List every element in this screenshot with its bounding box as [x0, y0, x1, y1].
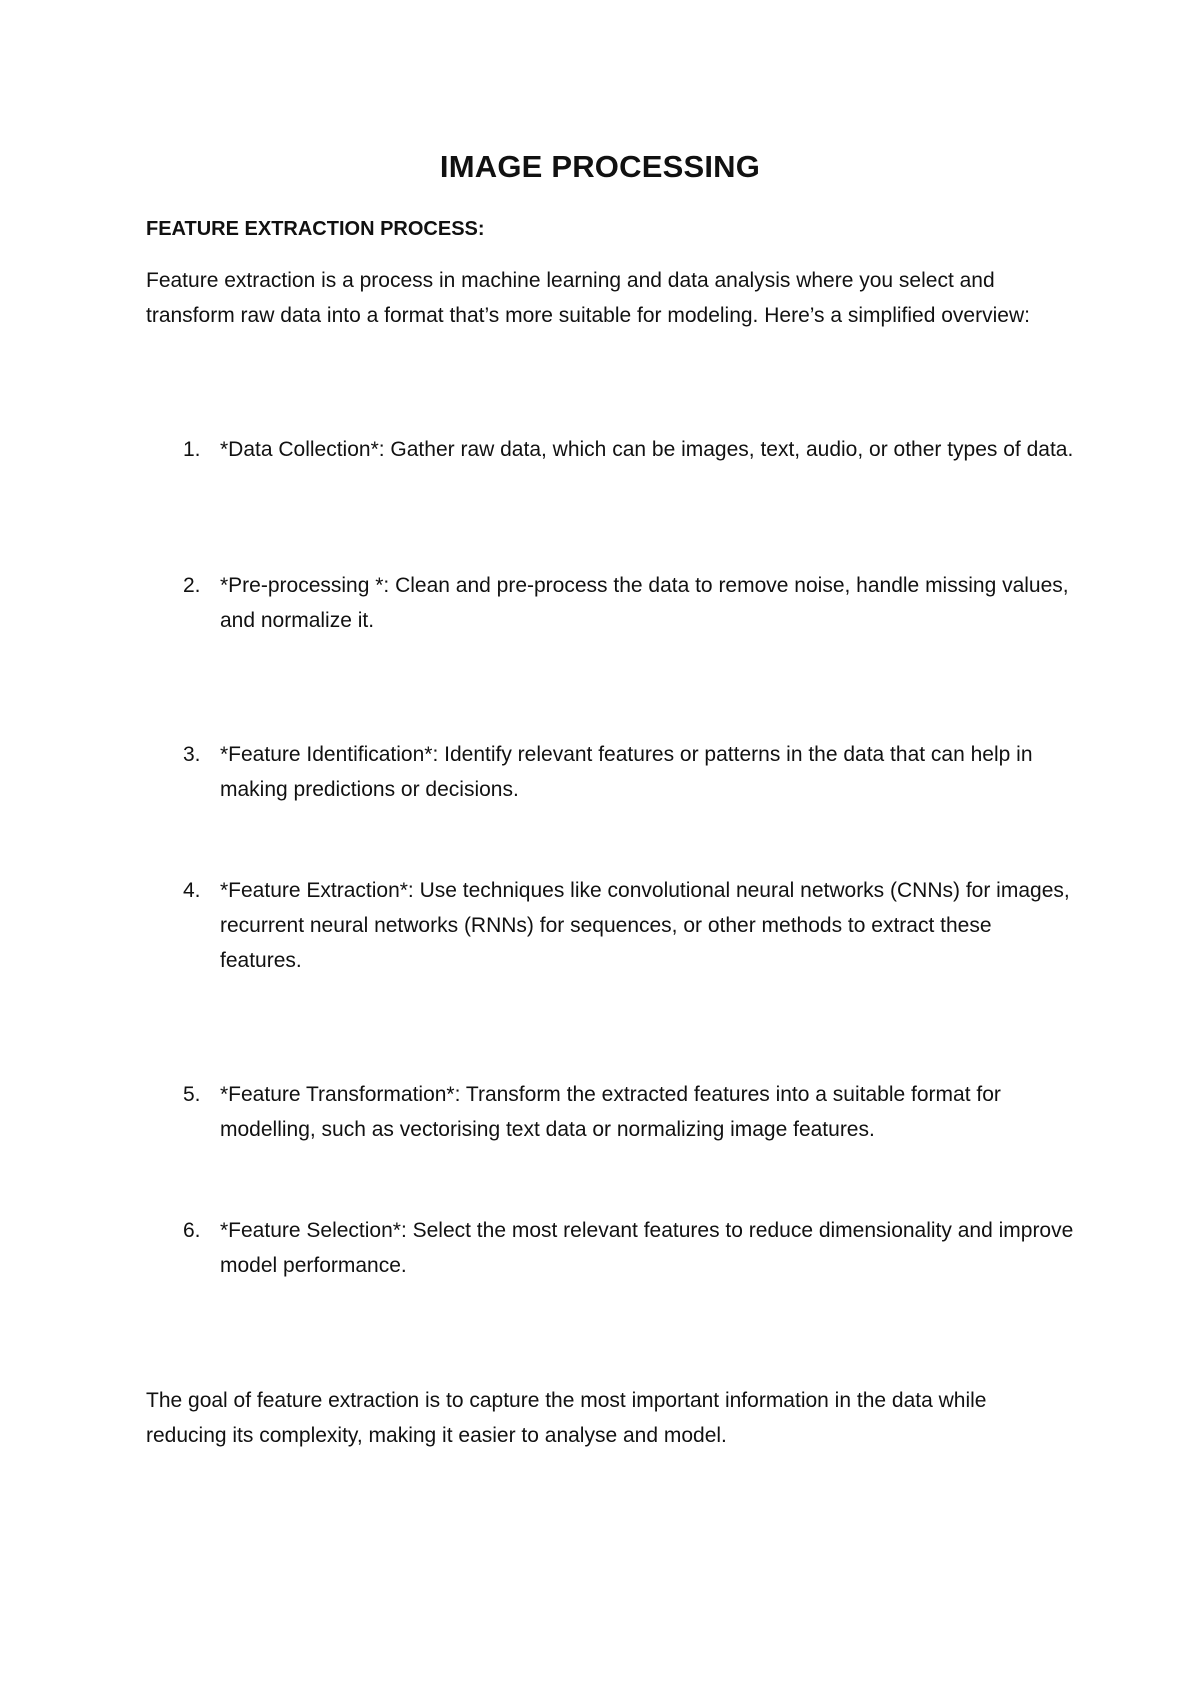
list-item-text: *Feature Selection*: Select the most relevant features to reduce dimensionality and improve model performance.: [220, 1219, 1074, 1277]
intro-paragraph: Feature extraction is a process in machine learning and data analysis where you select and transform raw data into a format that’s more suitable for modeling. Here’s a simplified overview:: [146, 269, 1030, 327]
list-item-number: 6.: [183, 1219, 201, 1242]
list-item-number: 1.: [183, 438, 201, 461]
list-item-text: *Pre-processing *: Clean and pre-process the data to remove noise, handle missing values, and normalize it.: [220, 574, 1069, 632]
document-title: IMAGE PROCESSING: [439, 149, 761, 184]
list-item-number: 5.: [183, 1083, 201, 1106]
list-item-text: *Data Collection*: Gather raw data, which can be images, text, audio, or other types of data.: [220, 438, 1074, 461]
list-item: [183, 432, 1078, 467]
list-item: [183, 1213, 1078, 1283]
list-item-number: 2.: [183, 574, 201, 597]
list-item: [183, 873, 1078, 978]
list-item-number: 3.: [183, 743, 201, 766]
list-item-number: 4.: [183, 879, 201, 902]
list-item-text: *Feature Identification*: Identify relevant features or patterns in the data that can help in making predictions or decisions.: [220, 743, 1033, 801]
section-heading: FEATURE EXTRACTION PROCESS:: [146, 218, 485, 240]
list-item: [183, 568, 1078, 638]
list-item-text: *Feature Extraction*: Use techniques like convolutional neural networks (CNNs) for images, recurrent neural networks (RNNs) for sequences, or other methods to extract these features.: [220, 879, 1070, 972]
conclusion-paragraph: The goal of feature extraction is to capture the most important information in the data while reducing its complexity, making it easier to analyse and model.: [146, 1389, 987, 1447]
list-item: [183, 1077, 1078, 1147]
list-item-text: *Feature Transformation*: Transform the extracted features into a suitable format for modelling, such as vectorising text data or normalizing image features.: [220, 1083, 1001, 1141]
list-item: [183, 737, 1078, 807]
